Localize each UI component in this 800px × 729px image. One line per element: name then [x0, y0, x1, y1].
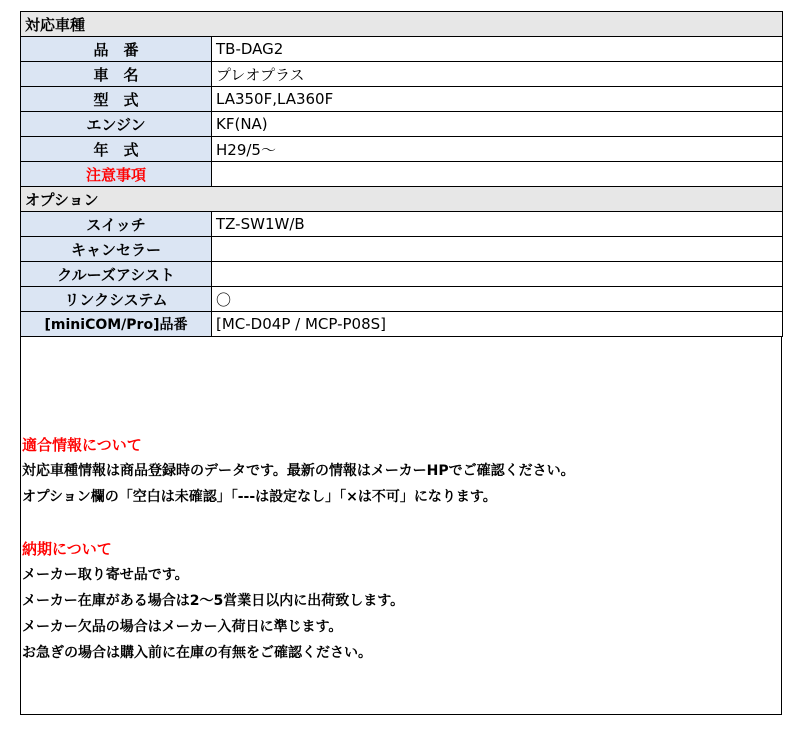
- table-row: [21, 312, 783, 337]
- delivery-heading: 納期について: [22, 540, 112, 558]
- label-canceller: キャンセラー: [21, 237, 212, 262]
- value-minicom-part: [MC-D04P / MCP-P08S]: [212, 312, 783, 337]
- table-row: [21, 87, 783, 112]
- value-year: H29/5～: [212, 137, 783, 162]
- value-notes-caution: [212, 162, 783, 187]
- fit-info-line: 対応車種情報は商品登録時のデータです。最新の情報はメーカーHPでご確認ください。: [22, 463, 575, 479]
- label-car-name: 車 名: [21, 62, 212, 87]
- delivery-line: メーカー取り寄せ品です。: [22, 567, 189, 583]
- section-row-vehicle: [21, 12, 783, 37]
- label-year: 年 式: [21, 137, 212, 162]
- label-switch: スイッチ: [21, 212, 212, 237]
- label-minicom-part: [miniCOM/Pro]品番: [21, 312, 212, 337]
- fit-info-heading: 適合情報について: [22, 436, 142, 454]
- label-link-system: リンクシステム: [21, 287, 212, 312]
- delivery-line: お急ぎの場合は購入前に在庫の有無をご確認ください。: [22, 645, 372, 661]
- value-car-name: プレオプラス: [212, 62, 783, 87]
- section-row-options: [21, 187, 783, 212]
- label-cruise-assist: クルーズアシスト: [21, 262, 212, 287]
- value-part-number: TB-DAG2: [212, 37, 783, 62]
- label-engine: エンジン: [21, 112, 212, 137]
- table-row: [21, 62, 783, 87]
- delivery-line: メーカー在庫がある場合は2～5営業日以内に出荷致します。: [22, 593, 405, 609]
- table-row: [21, 262, 783, 287]
- label-notes-caution: 注意事項: [21, 162, 212, 187]
- table-row: [21, 212, 783, 237]
- section-title-options: オプション: [21, 187, 783, 212]
- table-row: [21, 237, 783, 262]
- table-row: [21, 37, 783, 62]
- fit-info-line: オプション欄の「空白は未確認」「---は設定なし」「×は不可」になります。: [22, 489, 497, 505]
- table-row: [21, 112, 783, 137]
- notes-block: [22, 432, 777, 666]
- spacer: [22, 510, 777, 536]
- table-row: [21, 162, 783, 187]
- table-row: [21, 137, 783, 162]
- spec-table: [20, 11, 783, 337]
- value-link-system: 〇: [212, 287, 783, 312]
- value-canceller: [212, 237, 783, 262]
- value-engine: KF(NA): [212, 112, 783, 137]
- value-switch: TZ-SW1W/B: [212, 212, 783, 237]
- section-title-vehicle: 対応車種: [21, 12, 783, 37]
- table-row: [21, 287, 783, 312]
- value-model-code: LA350F,LA360F: [212, 87, 783, 112]
- label-model-code: 型 式: [21, 87, 212, 112]
- value-cruise-assist: [212, 262, 783, 287]
- label-part-number: 品 番: [21, 37, 212, 62]
- delivery-line: メーカー欠品の場合はメーカー入荷日に準じます。: [22, 619, 343, 635]
